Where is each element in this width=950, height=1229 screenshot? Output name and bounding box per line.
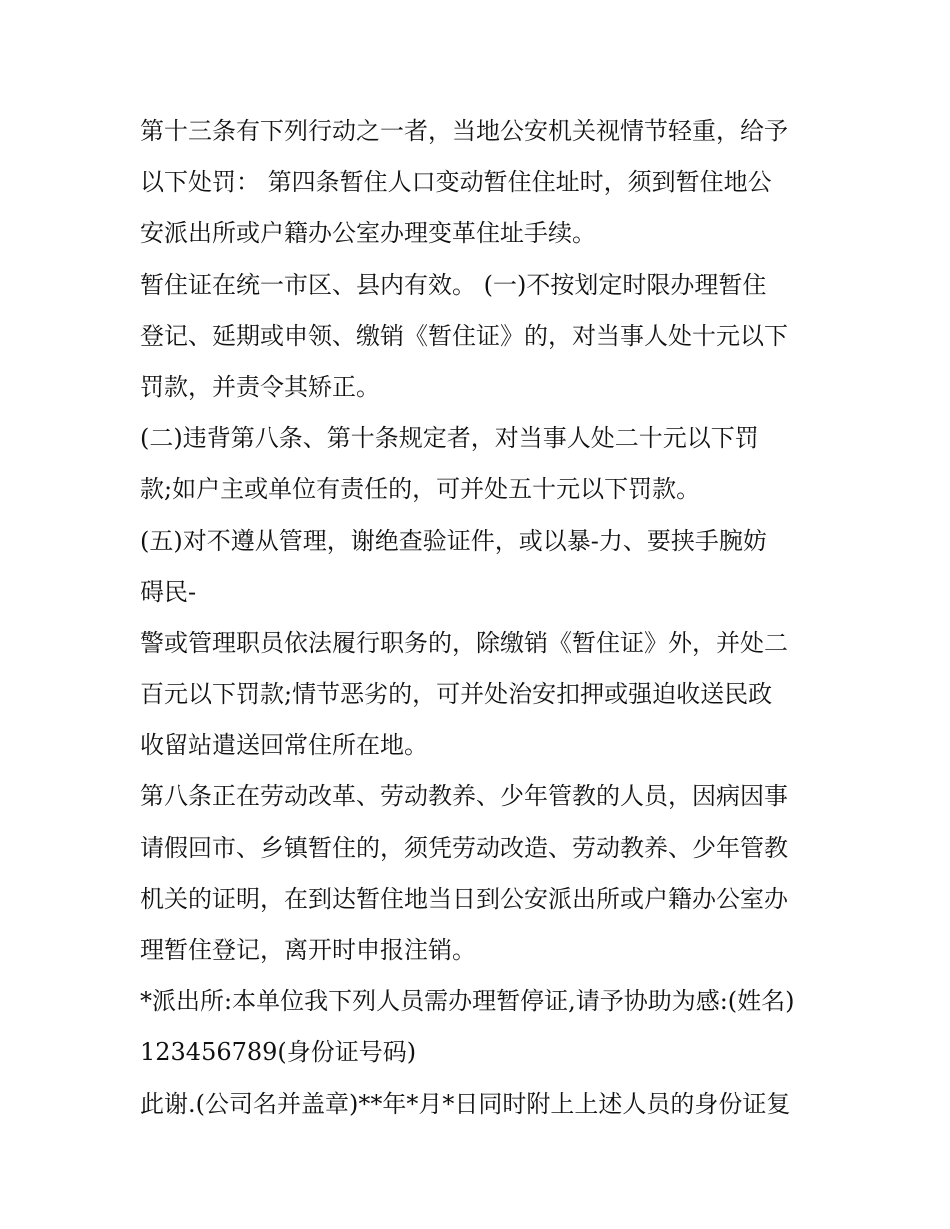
text-line-15: 请假回市、乡镇暂住的，须凭劳动改造、劳动教养、少年管教: [140, 833, 788, 862]
text-line-13: 收留站遣送回常住所在地。: [140, 731, 428, 760]
text-line-9: (五)对不遵从管理，谢绝查验证件，或以暴-力、要挟手腕妨: [140, 526, 767, 555]
text-line-18: *派出所:本单位我下列人员需办理暂停证,请予协助为感:(姓名): [140, 987, 795, 1016]
document-body: [140, 106, 820, 1130]
text-line-12: 百元以下罚款;情节恶劣的，可并处治安扣押或强迫收送民政: [140, 680, 773, 709]
text-line-14: 第八条正在劳动改革、劳动教养、少年管教的人员，因病因事: [140, 782, 788, 811]
text-line-3: 安派出所或户籍办公室办理变革住址手续。: [140, 219, 596, 248]
text-line-16: 机关的证明，在到达暂住地当日到公安派出所或户籍办公室办: [140, 884, 788, 913]
text-line-5: 登记、延期或申领、缴销《暂住证》的，对当事人处十元以下: [140, 321, 788, 350]
text-line-8: 款;如户主或单位有责任的，可并处五十元以下罚款。: [140, 475, 701, 504]
text-line-11: 警或管理职员依法履行职务的，除缴销《暂住证》外，并处二: [140, 628, 788, 657]
text-line-1: 第十三条有下列行动之一者，当地公安机关视情节轻重，给予: [140, 117, 788, 145]
text-line-6: 罚款，并责令其矫正。: [140, 372, 380, 401]
text-line-19: 123456789(身份证号码): [140, 1038, 417, 1067]
text-line-10: 碍民-: [140, 577, 197, 606]
text-line-2: 以下处罚： 第四条暂住人口变动暂住住址时，须到暂住地公: [140, 168, 772, 197]
text-line-17: 理暂住登记，离开时申报注销。: [140, 936, 476, 964]
text-line-20: 此谢.(公司名并盖章)**年*月*日同时附上上述人员的身份证复: [140, 1089, 791, 1118]
text-line-7: (二)违背第八条、第十条规定者，对当事人处二十元以下罚: [140, 424, 759, 453]
text-line-4: 暂住证在统一市区、县内有效。 (一)不按划定时限办理暂住: [140, 270, 767, 299]
